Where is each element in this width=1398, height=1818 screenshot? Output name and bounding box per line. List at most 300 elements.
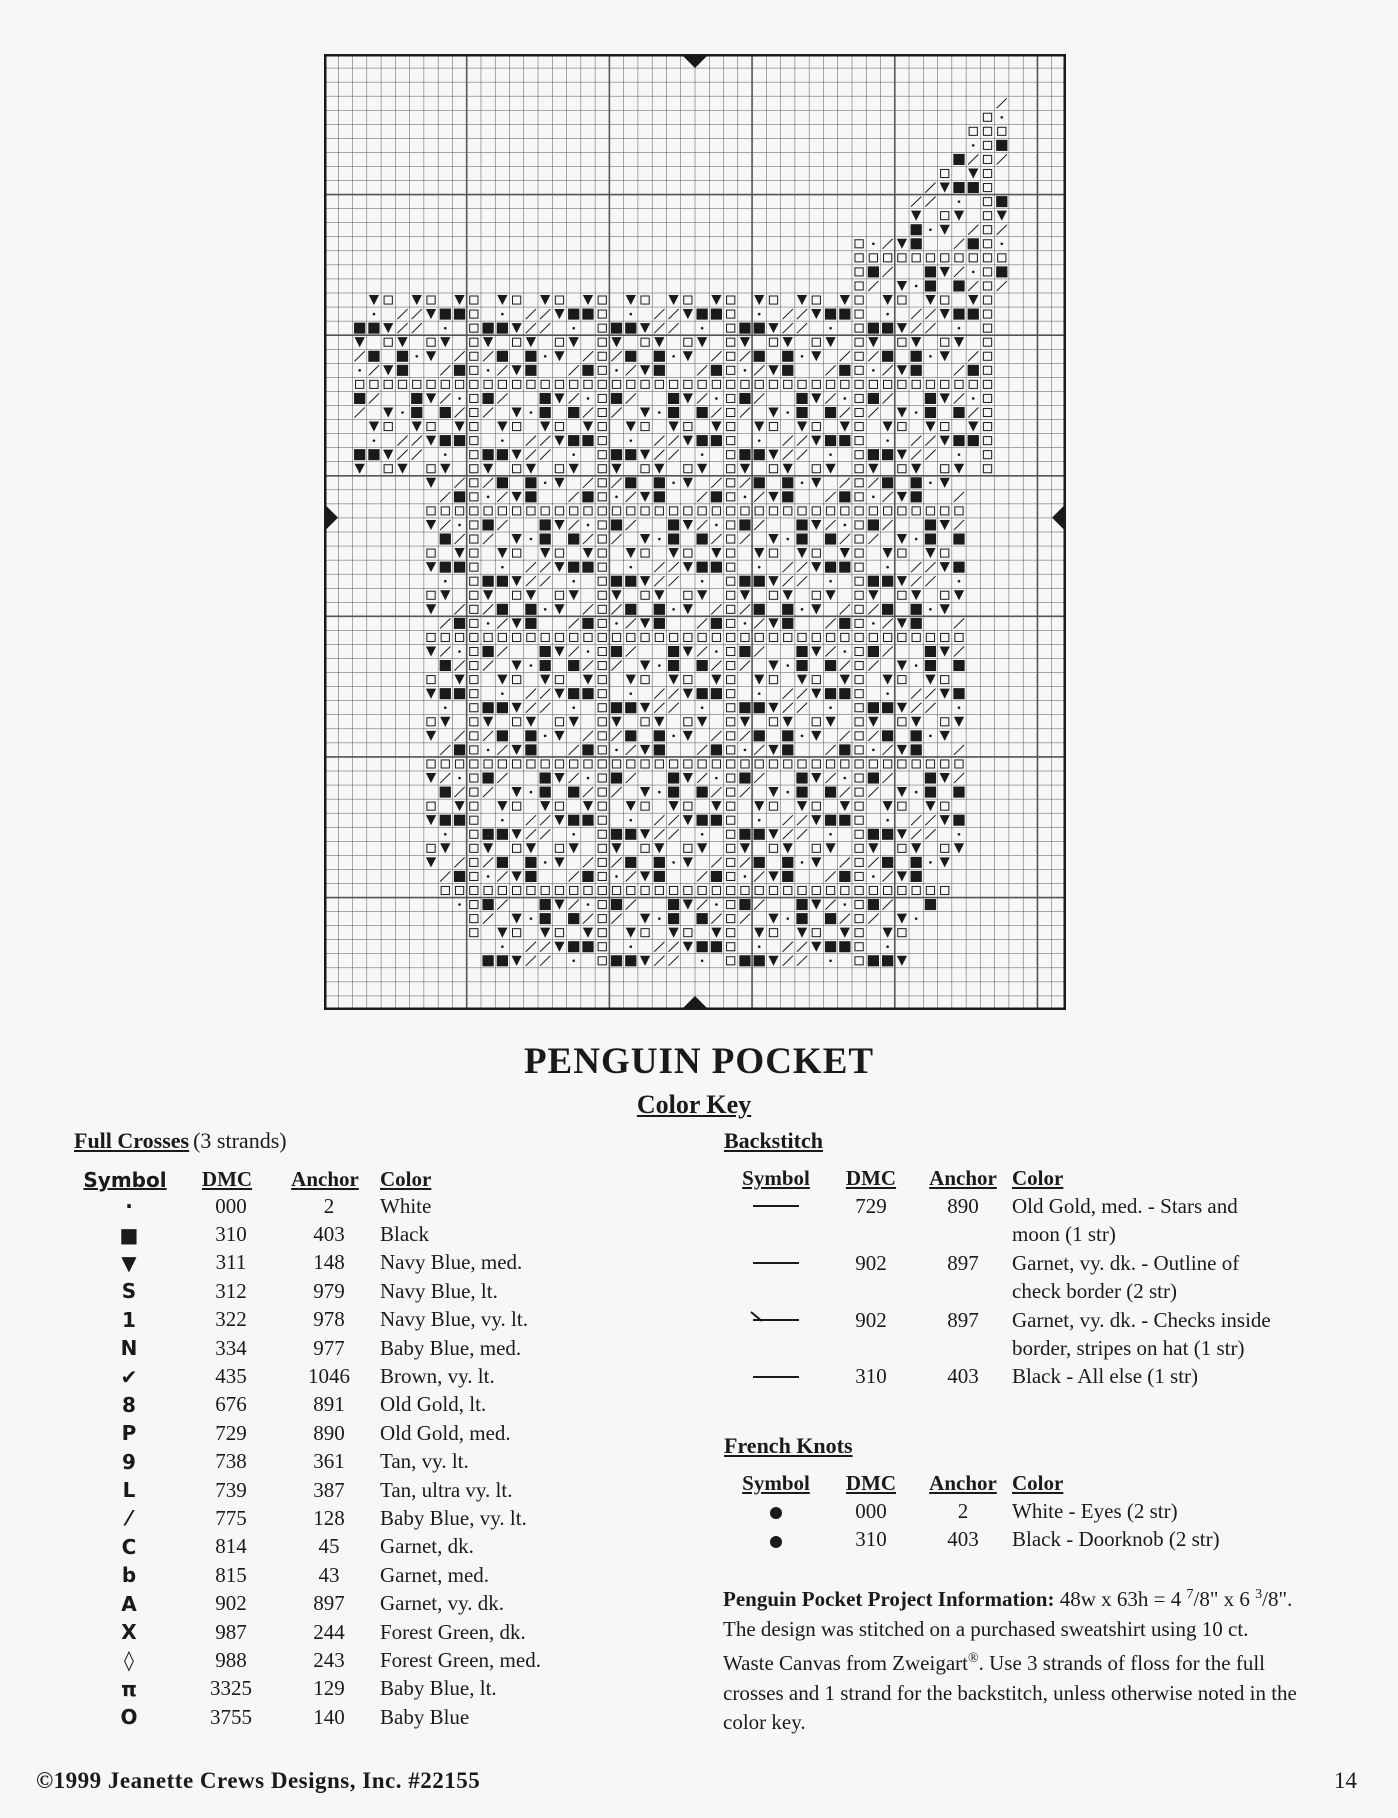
black-stitch-cell [568,309,579,320]
black-stitch-cell [568,534,579,545]
anchor-number: 403 [313,1222,345,1247]
black-stitch-cell [440,435,451,446]
black-stitch-cell [540,519,551,530]
column-header-color: Color [380,1167,432,1191]
black-stitch-cell [882,477,893,488]
dot-stitch-cell [758,945,761,948]
black-stitch-cell [454,491,465,502]
dot-stitch-cell [844,903,847,906]
black-stitch-cell [668,913,679,924]
color-key-title: Color Key [636,1090,752,1119]
table-row [74,1448,541,1476]
dot-stitch-cell [972,144,975,147]
black-stitch-cell [754,323,765,334]
black-stitch-cell [839,562,850,573]
column-header-dmc: DMC [845,1470,897,1495]
color-name: Tan, vy. lt. [380,1449,469,1474]
stitch-symbol: ■ [119,1222,139,1247]
black-stitch-cell [697,534,708,545]
dot-stitch-cell [701,327,704,330]
black-stitch-cell [868,955,879,966]
black-stitch-cell [711,744,722,755]
black-stitch-cell [796,534,807,545]
table-row [74,1277,541,1305]
black-stitch-cell [868,323,879,334]
stitch-symbol: ✔ [120,1364,138,1389]
project-info-text: . Use 3 strands of floss for the full crosses and 1 strand for the backstitch, unless otherwise noted in the color key. [723,1651,1297,1734]
black-stitch-cell [697,941,708,952]
table-row [74,1675,541,1703]
dot-stitch-cell [458,903,461,906]
stitch-symbol: A [121,1591,137,1616]
black-stitch-cell [625,449,636,460]
black-stitch-cell [925,773,936,784]
chart-grid [324,54,1066,1010]
dot-stitch-cell [444,327,447,330]
black-stitch-cell [654,618,665,629]
table-cell: 902 [855,1250,887,1275]
black-stitch-cell [654,744,665,755]
color-name: Baby Blue [380,1704,470,1729]
black-stitch-cell [739,955,750,966]
backstitch-symbol [724,1192,828,1249]
black-stitch-cell [482,702,493,713]
dot-stitch-cell [530,791,533,794]
black-stitch-cell [868,773,879,784]
black-stitch-cell [697,660,708,671]
black-stitch-cell [697,815,708,826]
dmc-number: 676 [215,1392,247,1417]
black-stitch-cell [968,238,979,249]
black-stitch-cell [540,646,551,657]
black-stitch-cell [540,773,551,784]
black-stitch-cell [953,407,964,418]
table-cell: 897 [947,1250,979,1275]
dot-stitch-cell [972,397,975,400]
dot-stitch-cell [501,819,504,822]
dot-stitch-cell [629,692,632,695]
pattern-title: PENGUIN POCKET [523,1041,875,1082]
dot-stitch-cell [701,580,704,583]
dmc-number: 334 [215,1335,247,1360]
black-stitch-cell [654,491,665,502]
dimension-height-numerator: 3 [1255,1587,1263,1602]
dot-stitch-cell [615,496,618,499]
color-name: Forest Green, med. [380,1647,541,1672]
black-stitch-cell [582,491,593,502]
color-name: Black [380,1222,429,1247]
dot-stitch-cell [658,664,661,667]
black-stitch-cell [882,449,893,460]
table-header-row [724,1164,1312,1192]
black-stitch-cell [782,857,793,868]
black-stitch-cell [440,309,451,320]
black-stitch-cell [525,351,536,362]
anchor-number: 148 [313,1250,345,1275]
black-stitch-cell [625,351,636,362]
black-stitch-cell [839,491,850,502]
black-stitch-cell [525,857,536,868]
black-stitch-cell [525,618,536,629]
black-stitch-cell [754,449,765,460]
dot-stitch-cell [829,833,832,836]
dot-stitch-cell [544,861,547,864]
anchor-number: 128 [313,1505,345,1530]
black-stitch-cell [654,477,665,488]
black-stitch-cell [882,730,893,741]
dot-stitch-cell [544,735,547,738]
backstitch-check-line-icon [753,1319,799,1321]
column-header-symbol: Symbol [742,1165,810,1190]
dot-stitch-cell [929,355,932,358]
black-stitch-cell [754,829,765,840]
dot-stitch-cell [958,833,961,836]
black-stitch-cell [825,562,836,573]
column-header-dmc: DMC [201,1167,253,1191]
dmc-number: 815 [215,1562,247,1587]
dmc-number: 902 [215,1591,247,1616]
stitch-symbol: 8 [122,1392,136,1417]
black-stitch-cell [440,660,451,671]
black-stitch-cell [668,393,679,404]
dot-stitch-cell [715,524,718,527]
black-stitch-cell [611,576,622,587]
stitch-symbol: C [121,1534,137,1559]
dot-stitch-cell [715,650,718,653]
dmc-number: 775 [215,1505,247,1530]
black-stitch-cell [739,702,750,713]
table-cell: 897 [947,1307,979,1332]
table-row [74,1646,541,1674]
color-name: White [380,1193,432,1218]
table-cell [1012,1249,1312,1306]
dot-stitch-cell [487,496,490,499]
dot-stitch-cell [501,439,504,442]
table-header-row [724,1469,1312,1497]
black-stitch-cell [482,519,493,530]
black-stitch-cell [697,787,708,798]
black-stitch-cell [868,829,879,840]
black-stitch-cell [739,323,750,334]
color-name: Baby Blue, lt. [380,1676,497,1701]
dot-stitch-cell [872,496,875,499]
black-stitch-cell [625,477,636,488]
black-stitch-cell [911,730,922,741]
full-crosses-heading [74,1128,287,1154]
black-stitch-cell [625,730,636,741]
black-stitch-cell [482,576,493,587]
anchor-number: 890 [313,1420,345,1445]
black-stitch-cell [839,815,850,826]
dot-stitch-cell [844,650,847,653]
dot-stitch-cell [572,833,575,836]
black-stitch-cell [697,688,708,699]
black-stitch-cell [839,435,850,446]
dot-stitch-cell [544,608,547,611]
anchor-number: 977 [313,1335,345,1360]
black-stitch-cell [454,309,465,320]
dot-stitch-cell [758,692,761,695]
dot-stitch-cell [958,706,961,709]
dot-stitch-cell [744,749,747,752]
black-stitch-cell [625,323,636,334]
black-stitch-cell [454,618,465,629]
black-stitch-cell [925,280,936,291]
column-header-color: Color [1012,1165,1064,1190]
black-stitch-cell [754,857,765,868]
dot-stitch-cell [487,875,490,878]
black-stitch-cell [711,491,722,502]
black-stitch-cell [454,688,465,699]
black-stitch-cell [953,688,964,699]
backstitch-line-icon [753,1205,799,1207]
black-stitch-cell [996,196,1007,207]
stitch-symbol: ▼ [121,1250,137,1275]
color-line: check border (2 str) [1012,1279,1178,1304]
anchor-number: 361 [313,1449,345,1474]
black-stitch-cell [868,393,879,404]
table-row [74,1533,541,1561]
black-stitch-cell [568,787,579,798]
color-name: Garnet, med. [380,1562,490,1587]
dot-stitch-cell [544,355,547,358]
backstitch-table [724,1164,1312,1391]
black-stitch-cell [825,941,836,952]
dmc-number: 3755 [210,1704,252,1729]
black-stitch-cell [911,871,922,882]
black-stitch-cell [953,534,964,545]
dot-stitch-cell [658,411,661,414]
black-stitch-cell [825,815,836,826]
dot-stitch-cell [929,228,932,231]
black-stitch-cell [911,365,922,376]
black-stitch-cell [953,435,964,446]
backstitch-symbol [724,1362,828,1390]
black-stitch-cell [697,913,708,924]
dot-stitch-cell [672,481,675,484]
table-cell: 310 [855,1527,887,1552]
black-stitch-cell [754,477,765,488]
dmc-number: 000 [215,1193,247,1218]
dot-stitch-cell [444,453,447,456]
black-stitch-cell [568,688,579,699]
anchor-number: 129 [313,1676,345,1701]
black-stitch-cell [711,688,722,699]
dot-stitch-cell [615,749,618,752]
black-stitch-cell [782,871,793,882]
black-stitch-cell [625,829,636,840]
black-stitch-cell [739,449,750,460]
black-stitch-cell [782,744,793,755]
black-stitch-cell [482,899,493,910]
dot-stitch-cell [801,608,804,611]
black-stitch-cell [953,182,964,193]
table-row [74,1504,541,1532]
column-header-anchor: Anchor [291,1167,359,1191]
black-stitch-cell [525,491,536,502]
dot-stitch-cell [758,313,761,316]
table-cell: 000 [855,1499,887,1523]
full-crosses-label: Full Crosses [74,1128,190,1153]
dot-stitch-cell [587,777,590,780]
black-stitch-cell [882,702,893,713]
dot-stitch-cell [572,706,575,709]
dot-stitch-cell [373,439,376,442]
dmc-number: 322 [215,1307,247,1332]
dot-stitch-cell [744,875,747,878]
dot-stitch-cell [958,580,961,583]
black-stitch-cell [582,435,593,446]
black-stitch-cell [582,815,593,826]
color-line: Garnet, vy. dk. - Checks inside [1012,1307,1271,1332]
table-cell: Black - Doorknob (2 str) [1012,1527,1220,1552]
black-stitch-cell [782,365,793,376]
dot-stitch-cell [929,481,932,484]
black-stitch-cell [839,744,850,755]
black-stitch-cell [839,309,850,320]
black-stitch-cell [825,309,836,320]
dot-stitch-cell [844,524,847,527]
black-stitch-cell [354,393,365,404]
dot-stitch-cell [444,706,447,709]
color-name: Tan, ultra vy. lt. [380,1477,513,1502]
table-row [74,1589,541,1617]
black-stitch-cell [611,773,622,784]
black-stitch-cell [825,660,836,671]
stitch-symbol: P [121,1421,137,1446]
dmc-number: 988 [215,1647,247,1672]
black-stitch-cell [611,829,622,840]
black-stitch-cell [625,857,636,868]
stitch-symbol: S [121,1279,137,1304]
dot-stitch-cell [801,735,804,738]
color-name: Navy Blue, lt. [380,1278,498,1303]
black-stitch-cell [582,562,593,573]
table-row [74,1419,541,1447]
anchor-number: 1046 [308,1364,350,1389]
stitch-symbol: ◊ [124,1648,134,1673]
anchor-number: 891 [313,1392,345,1417]
black-stitch-cell [611,393,622,404]
dot-stitch-cell [872,369,875,372]
black-stitch-cell [953,787,964,798]
color-name: Old Gold, lt. [380,1392,487,1417]
french-knot-dot-icon [770,1536,782,1548]
black-stitch-cell [796,660,807,671]
dot-stitch-cell [915,285,918,288]
dmc-number: 738 [215,1449,247,1474]
dot-stitch-cell [415,355,418,358]
dot-stitch-cell [1000,116,1003,119]
black-stitch-cell [625,604,636,615]
black-stitch-cell [440,534,451,545]
dot-stitch-cell [401,411,404,414]
color-name: Navy Blue, vy. lt. [380,1307,528,1332]
dot-stitch-cell [544,481,547,484]
cross-stitch-chart [324,54,1066,1010]
registered-mark: ® [967,1651,979,1666]
black-stitch-cell [668,787,679,798]
table-row [74,1306,541,1334]
black-stitch-cell [711,365,722,376]
black-stitch-cell [697,309,708,320]
dot-stitch-cell [629,313,632,316]
dot-stitch-cell [458,650,461,653]
dot-stitch-cell [972,271,975,274]
black-stitch-cell [582,744,593,755]
black-stitch-cell [782,477,793,488]
black-stitch-cell [882,604,893,615]
project-info-text: . The design was stitched on a purchased sweatshirt using 10 ct. Waste Canvas from Zweigart [723,1587,1293,1675]
black-stitch-cell [911,744,922,755]
table-row [724,1249,1312,1306]
black-stitch-cell [482,646,493,657]
table-cell: 403 [947,1527,979,1552]
dot-stitch-cell [915,664,918,667]
dmc-number: 311 [215,1250,247,1275]
black-stitch-cell [482,323,493,334]
dot-stitch-cell [1000,242,1003,245]
black-stitch-cell [540,913,551,924]
dimension-height-denominator: /8" [1262,1587,1288,1611]
dot-stitch-cell [629,439,632,442]
black-stitch-cell [739,393,750,404]
black-stitch-cell [911,857,922,868]
black-stitch-cell [911,224,922,235]
black-stitch-cell [868,449,879,460]
black-stitch-cell [440,815,451,826]
black-stitch-cell [839,365,850,376]
dot-stitch-cell [587,524,590,527]
black-stitch-cell [754,730,765,741]
anchor-number: 45 [318,1534,340,1559]
black-stitch-cell [782,730,793,741]
column-header-anchor: Anchor [929,1470,997,1495]
black-stitch-cell [739,519,750,530]
dot-stitch-cell [672,861,675,864]
black-stitch-cell [839,871,850,882]
dot-stitch-cell [915,411,918,414]
black-stitch-cell [611,646,622,657]
black-stitch-cell [711,941,722,952]
dot-stitch-cell [758,819,761,822]
black-stitch-cell [739,773,750,784]
black-stitch-cell [882,857,893,868]
dot-stitch-cell [572,453,575,456]
black-stitch-cell [697,562,708,573]
dot-stitch-cell [658,917,661,920]
stitch-symbol: O [120,1705,138,1730]
color-name: Brown, vy. lt. [380,1364,495,1389]
table-row [74,1618,541,1646]
dot-stitch-cell [929,861,932,864]
black-stitch-cell [497,730,508,741]
black-stitch-cell [497,702,508,713]
dot-stitch-cell [672,735,675,738]
black-stitch-cell [568,562,579,573]
black-stitch-cell [968,182,979,193]
dmc-number: 739 [215,1477,247,1502]
black-stitch-cell [739,646,750,657]
black-stitch-cell [525,744,536,755]
black-stitch-cell [454,562,465,573]
dot-stitch-cell [530,538,533,541]
dot-stitch-cell [886,313,889,316]
black-stitch-cell [525,730,536,741]
dot-stitch-cell [572,327,575,330]
black-stitch-cell [754,702,765,713]
black-stitch-cell [654,730,665,741]
